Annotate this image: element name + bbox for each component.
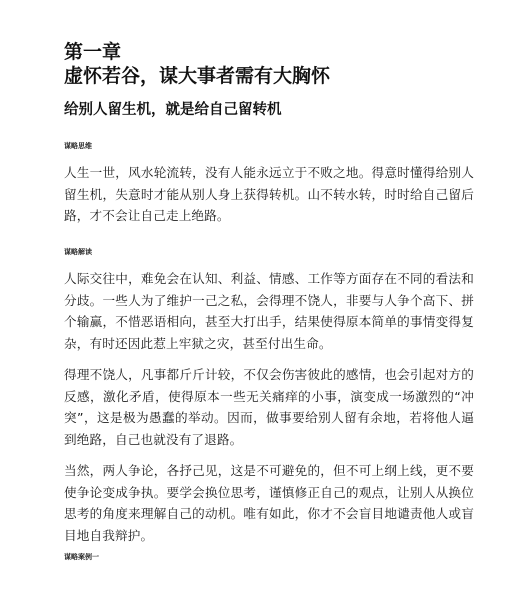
paragraph-body-2: 得理不饶人，凡事都斤斤计较，不仅会伤害彼此的感情，也会引起对方的反感，激化矛盾，使得原本一些无关痛痒的小事，演变成一场激烈的“冲突”，这是极为愚蠢的举动。因而，做事要给别人留有余地，若将他人逼到绝路，自己也就没有了退路。 [64, 367, 474, 447]
paragraph-intro: 人生一世，风水轮流转，没有人能永远立于不败之地。得意时懂得给别人留生机，失意时才能从别人身上获得转机。山不转水转，时时给自己留后路，才不会让自己走上绝路。 [64, 165, 474, 223]
label-strategy-case: 谋略案例一 [64, 553, 99, 561]
label-strategy-interpretation: 谋略解读 [64, 248, 92, 256]
paragraph-body-1: 人际交往中，难免会在认知、利益、情感、工作等方面存在不同的看法和分歧。一些人为了维护一己之私，会得理不饶人，非要与人争个高下、拼个输赢，不惜恶语相向，甚至大打出手，结果使得原本简单的事情变得复杂，有时还因此惹上牢狱之灾，甚至付出生命。 [64, 271, 474, 351]
chapter-number: 第一章 [64, 41, 122, 63]
chapter-title: 虚怀若谷，谋大事者需有大胸怀 [64, 65, 331, 87]
label-strategy-thinking: 谋略思维 [64, 142, 92, 150]
section-title: 给别人留生机，就是给自己留转机 [64, 102, 282, 118]
paragraph-body-3: 当然，两人争论，各抒己见，这是不可避免的，但不可上纲上线，更不要使争论变成争执。要学会换位思考，谨慎修正自己的观点，让别人从换位思考的角度来理解自己的动机。唯有如此，你才不会盲目地谴责他人或盲目地自我辩护。 [64, 463, 474, 543]
